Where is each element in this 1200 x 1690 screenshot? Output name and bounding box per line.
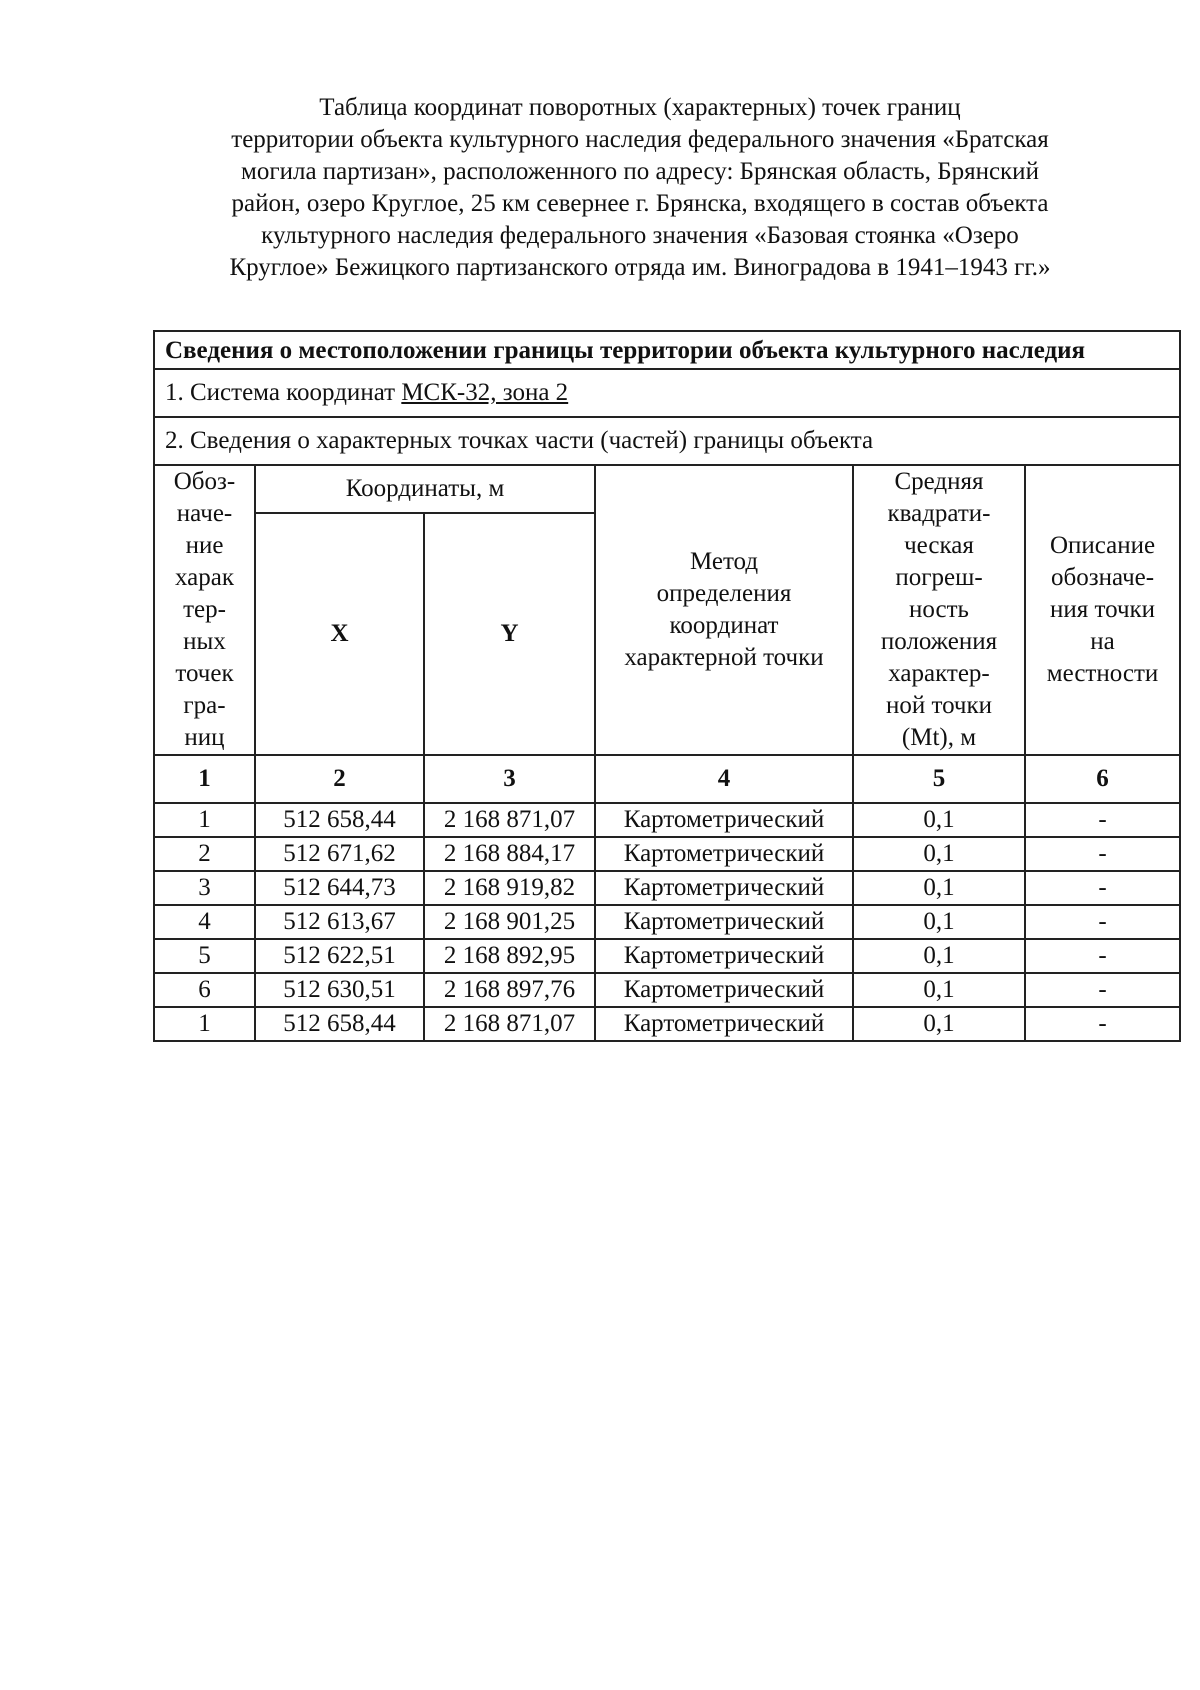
cell-description: - <box>1025 1007 1180 1041</box>
cell-point: 6 <box>154 973 255 1007</box>
header-line: ния точки <box>1050 596 1156 623</box>
header-line: тер- <box>183 596 226 623</box>
header-line: ной точки <box>885 692 993 719</box>
cell-x: 512 613,67 <box>255 905 424 939</box>
header-line: гра- <box>183 692 226 719</box>
cell-x: 512 658,44 <box>255 803 424 837</box>
coordinate-system-value: МСК-32, зона 2 <box>401 379 569 406</box>
header-line: определения <box>656 580 792 607</box>
column-number: 6 <box>1025 755 1180 803</box>
table-row <box>154 1007 1180 1041</box>
header-method <box>595 465 853 755</box>
cell-method: Картометрический <box>595 905 853 939</box>
header-y: Y <box>424 513 595 755</box>
cell-method: Картометрический <box>595 837 853 871</box>
cell-y: 2 168 897,76 <box>424 973 595 1007</box>
cell-mt: 0,1 <box>853 1007 1025 1041</box>
cell-method: Картометрический <box>595 871 853 905</box>
cell-mt: 0,1 <box>853 973 1025 1007</box>
cell-y: 2 168 884,17 <box>424 837 595 871</box>
cell-mt: 0,1 <box>853 837 1025 871</box>
cell-description: - <box>1025 803 1180 837</box>
cell-description: - <box>1025 905 1180 939</box>
header-coordinates: Координаты, м <box>255 465 595 513</box>
header-line: Описание <box>1049 532 1156 559</box>
cell-point: 4 <box>154 905 255 939</box>
table-row <box>154 803 1180 837</box>
cell-x: 512 622,51 <box>255 939 424 973</box>
header-line: ниц <box>184 724 225 751</box>
cell-point: 1 <box>154 803 255 837</box>
header-line: характер- <box>888 660 990 687</box>
cell-mt: 0,1 <box>853 939 1025 973</box>
header-description <box>1025 465 1180 755</box>
coordinate-system-row <box>154 369 1180 417</box>
header-x: X <box>255 513 424 755</box>
header-line: ность <box>909 596 969 623</box>
cell-point: 5 <box>154 939 255 973</box>
table-row <box>154 837 1180 871</box>
header-line: погреш- <box>895 564 983 591</box>
cell-point: 3 <box>154 871 255 905</box>
coordinate-system-label: 1. Система координат <box>165 379 402 406</box>
cell-point: 2 <box>154 837 255 871</box>
title-line: культурного наследия федерального значения «Базовая стоянка «Озеро <box>261 222 1019 249</box>
header-line: Метод <box>689 548 759 575</box>
title-line: могила партизан», расположенного по адресу: Брянская область, Брянский <box>241 158 1039 185</box>
cell-method: Картометрический <box>595 803 853 837</box>
header-line: местности <box>1046 660 1159 687</box>
header-line: Средняя <box>894 468 984 495</box>
header-line: на <box>1090 628 1115 655</box>
header-designation <box>154 465 255 755</box>
cell-mt: 0,1 <box>853 871 1025 905</box>
header-line: наче- <box>176 500 233 527</box>
header-line: (Mt), м <box>901 724 977 751</box>
cell-x: 512 630,51 <box>255 973 424 1007</box>
header-line: харак <box>174 564 234 591</box>
header-error <box>853 465 1025 755</box>
cell-y: 2 168 901,25 <box>424 905 595 939</box>
document-title <box>160 92 1120 284</box>
table-row <box>154 871 1180 905</box>
title-line: Круглое» Бежицкого партизанского отряда им. Виноградова в 1941–1943 гг.» <box>229 254 1051 281</box>
header-line: координат <box>669 612 779 639</box>
points-header: 2. Сведения о характерных точках части (частей) границы объекта <box>154 417 1180 465</box>
column-number: 3 <box>424 755 595 803</box>
cell-method: Картометрический <box>595 973 853 1007</box>
title-line: Таблица координат поворотных (характерных) точек границ <box>319 94 961 121</box>
cell-y: 2 168 892,95 <box>424 939 595 973</box>
cell-y: 2 168 871,07 <box>424 1007 595 1041</box>
column-number: 5 <box>853 755 1025 803</box>
header-line: характерной точки <box>624 644 824 671</box>
column-number: 4 <box>595 755 853 803</box>
cell-mt: 0,1 <box>853 905 1025 939</box>
cell-description: - <box>1025 939 1180 973</box>
coordinates-table <box>153 330 1181 1042</box>
cell-y: 2 168 919,82 <box>424 871 595 905</box>
header-line: квадрати- <box>887 500 991 527</box>
cell-description: - <box>1025 871 1180 905</box>
header-line: точек <box>175 660 234 687</box>
header-line: обозначе- <box>1051 564 1155 591</box>
cell-method: Картометрический <box>595 1007 853 1041</box>
cell-description: - <box>1025 973 1180 1007</box>
cell-method: Картометрический <box>595 939 853 973</box>
cell-point: 1 <box>154 1007 255 1041</box>
header-line: Обоз- <box>173 468 236 495</box>
table-row <box>154 973 1180 1007</box>
cell-x: 512 671,62 <box>255 837 424 871</box>
header-line: положения <box>880 628 998 655</box>
header-line: ческая <box>904 532 974 559</box>
cell-y: 2 168 871,07 <box>424 803 595 837</box>
cell-description: - <box>1025 837 1180 871</box>
section-header: Сведения о местоположении границы территории объекта культурного наследия <box>154 331 1180 369</box>
column-number: 2 <box>255 755 424 803</box>
cell-mt: 0,1 <box>853 803 1025 837</box>
header-line: ных <box>183 628 226 655</box>
column-number: 1 <box>154 755 255 803</box>
table-row <box>154 905 1180 939</box>
title-line: район, озеро Круглое, 25 км севернее г. Брянска, входящего в состав объекта <box>231 190 1049 217</box>
table-row <box>154 939 1180 973</box>
title-line: территории объекта культурного наследия федерального значения «Братская <box>231 126 1049 153</box>
cell-x: 512 644,73 <box>255 871 424 905</box>
header-line: ние <box>185 532 224 559</box>
column-numbers-row <box>154 755 1180 803</box>
cell-x: 512 658,44 <box>255 1007 424 1041</box>
